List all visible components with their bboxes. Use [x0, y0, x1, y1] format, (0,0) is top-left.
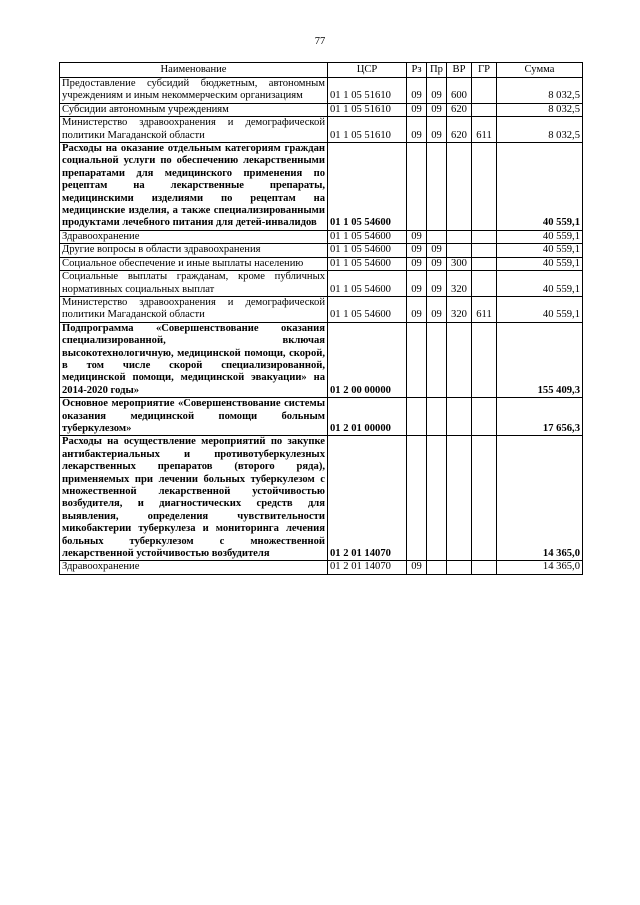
table-row: [60, 271, 583, 297]
cell-sum: 17 656,3: [497, 398, 583, 436]
cell-pr: 09: [427, 103, 447, 116]
cell-gr: [472, 230, 497, 243]
cell-csr: 01 1 05 54600: [328, 143, 407, 231]
cell-vr: [447, 436, 472, 561]
table-row: [60, 117, 583, 143]
cell-pr: [427, 230, 447, 243]
table-row: [60, 78, 583, 104]
cell-vr: [447, 398, 472, 436]
cell-rz: 09: [407, 257, 427, 270]
cell-gr: [472, 436, 497, 561]
cell-csr: 01 1 05 51610: [328, 117, 407, 143]
cell-rz: [407, 436, 427, 561]
cell-gr: 611: [472, 296, 497, 322]
cell-name: Расходы на оказание отдельным категориям граждан социальной услуги по обеспечению лекарственными препаратами для медицинского применения по рецептам на лекарственные препараты, медицинскими изделиями по рецептам на медицинские изделия, а также специализированными продуктами лечебного питания для детей-инвалидов: [60, 143, 328, 231]
table-header-row: [60, 63, 583, 78]
cell-pr: [427, 143, 447, 231]
cell-name: Другие вопросы в области здравоохранения: [60, 244, 328, 257]
table-row: [60, 257, 583, 270]
cell-csr: 01 1 05 54600: [328, 296, 407, 322]
cell-vr: 300: [447, 257, 472, 270]
cell-sum: 155 409,3: [497, 322, 583, 397]
cell-gr: [472, 244, 497, 257]
cell-sum: 40 559,1: [497, 257, 583, 270]
cell-pr: [427, 436, 447, 561]
cell-sum: 14 365,0: [497, 561, 583, 574]
cell-gr: [472, 271, 497, 297]
cell-gr: [472, 257, 497, 270]
cell-rz: 09: [407, 244, 427, 257]
cell-csr: 01 2 01 14070: [328, 436, 407, 561]
header-gr: ГР: [472, 63, 497, 78]
cell-vr: [447, 561, 472, 574]
cell-name: Министерство здравоохранения и демографической политики Магаданской области: [60, 117, 328, 143]
table-row: [60, 436, 583, 561]
cell-name: Здравоохранение: [60, 561, 328, 574]
cell-gr: [472, 398, 497, 436]
cell-vr: [447, 244, 472, 257]
cell-csr: 01 1 05 54600: [328, 230, 407, 243]
cell-sum: 40 559,1: [497, 230, 583, 243]
cell-vr: 620: [447, 117, 472, 143]
cell-sum: 40 559,1: [497, 143, 583, 231]
table-row: [60, 322, 583, 397]
cell-gr: [472, 561, 497, 574]
table-row: [60, 103, 583, 116]
cell-pr: 09: [427, 296, 447, 322]
cell-gr: [472, 103, 497, 116]
cell-rz: 09: [407, 117, 427, 143]
cell-csr: 01 1 05 54600: [328, 271, 407, 297]
cell-csr: 01 1 05 54600: [328, 257, 407, 270]
cell-name: Подпрограмма «Совершенствование оказания специализированной, включая высокотехнологичную, медицинской помощи, скорой, в том числе скорой специализированной, медицинской помощи, медицинской эвакуации» на 2014-2020 годы»: [60, 322, 328, 397]
cell-sum: 14 365,0: [497, 436, 583, 561]
cell-rz: [407, 143, 427, 231]
cell-sum: 40 559,1: [497, 244, 583, 257]
cell-pr: 09: [427, 244, 447, 257]
header-csr: ЦСР: [328, 63, 407, 78]
cell-gr: 611: [472, 117, 497, 143]
cell-pr: 09: [427, 271, 447, 297]
cell-vr: 320: [447, 271, 472, 297]
cell-rz: [407, 398, 427, 436]
cell-sum: 8 032,5: [497, 117, 583, 143]
table-row: [60, 398, 583, 436]
cell-rz: 09: [407, 561, 427, 574]
cell-pr: 09: [427, 257, 447, 270]
cell-csr: 01 1 05 51610: [328, 103, 407, 116]
cell-name: Основное мероприятие «Совершенствование системы оказания медицинской помощи больным туберкулезом»: [60, 398, 328, 436]
header-pr: Пр: [427, 63, 447, 78]
cell-name: Предоставление субсидий бюджетным, автономным учреждениям и иным некоммерческим организациям: [60, 78, 328, 104]
cell-gr: [472, 143, 497, 231]
cell-vr: 620: [447, 103, 472, 116]
header-vr: ВР: [447, 63, 472, 78]
cell-pr: [427, 398, 447, 436]
cell-name: Здравоохранение: [60, 230, 328, 243]
table-row: [60, 244, 583, 257]
table-row: [60, 230, 583, 243]
cell-vr: 320: [447, 296, 472, 322]
cell-name: Социальные выплаты гражданам, кроме публичных нормативных социальных выплат: [60, 271, 328, 297]
cell-sum: 8 032,5: [497, 103, 583, 116]
header-name: Наименование: [60, 63, 328, 78]
table-row: [60, 561, 583, 574]
cell-pr: [427, 322, 447, 397]
table-row: [60, 143, 583, 231]
cell-pr: 09: [427, 78, 447, 104]
cell-csr: 01 1 05 51610: [328, 78, 407, 104]
cell-csr: 01 2 01 14070: [328, 561, 407, 574]
header-rz: Рз: [407, 63, 427, 78]
budget-table: [59, 62, 583, 575]
cell-gr: [472, 78, 497, 104]
cell-pr: 09: [427, 117, 447, 143]
cell-vr: 600: [447, 78, 472, 104]
cell-gr: [472, 322, 497, 397]
header-sum: Сумма: [497, 63, 583, 78]
cell-sum: 40 559,1: [497, 296, 583, 322]
cell-rz: 09: [407, 296, 427, 322]
cell-rz: 09: [407, 230, 427, 243]
cell-rz: 09: [407, 78, 427, 104]
cell-rz: 09: [407, 271, 427, 297]
cell-name: Расходы на осуществление мероприятий по закупке антибактериальных и противотуберкулезных лекарственных препаратов (второго ряда), применяемых при лечении больных туберкулезом с множественной лекарственной устойчивостью возбудителя, и диагностических средств для выявления, определения чувствительности микобактерии туберкулеза и мониторинга лечения больных туберкулезом с множественной лекарственной устойчивостью возбудителя: [60, 436, 328, 561]
cell-name: Социальное обеспечение и иные выплаты населению: [60, 257, 328, 270]
cell-sum: 40 559,1: [497, 271, 583, 297]
cell-name: Субсидии автономным учреждениям: [60, 103, 328, 116]
cell-rz: 09: [407, 103, 427, 116]
cell-csr: 01 2 01 00000: [328, 398, 407, 436]
cell-name: Министерство здравоохранения и демографической политики Магаданской области: [60, 296, 328, 322]
cell-pr: [427, 561, 447, 574]
cell-vr: [447, 143, 472, 231]
cell-sum: 8 032,5: [497, 78, 583, 104]
page-number: 77: [314, 36, 326, 47]
cell-vr: [447, 230, 472, 243]
cell-vr: [447, 322, 472, 397]
cell-csr: 01 2 00 00000: [328, 322, 407, 397]
table-body: [60, 78, 583, 575]
cell-rz: [407, 322, 427, 397]
cell-csr: 01 1 05 54600: [328, 244, 407, 257]
table-row: [60, 296, 583, 322]
